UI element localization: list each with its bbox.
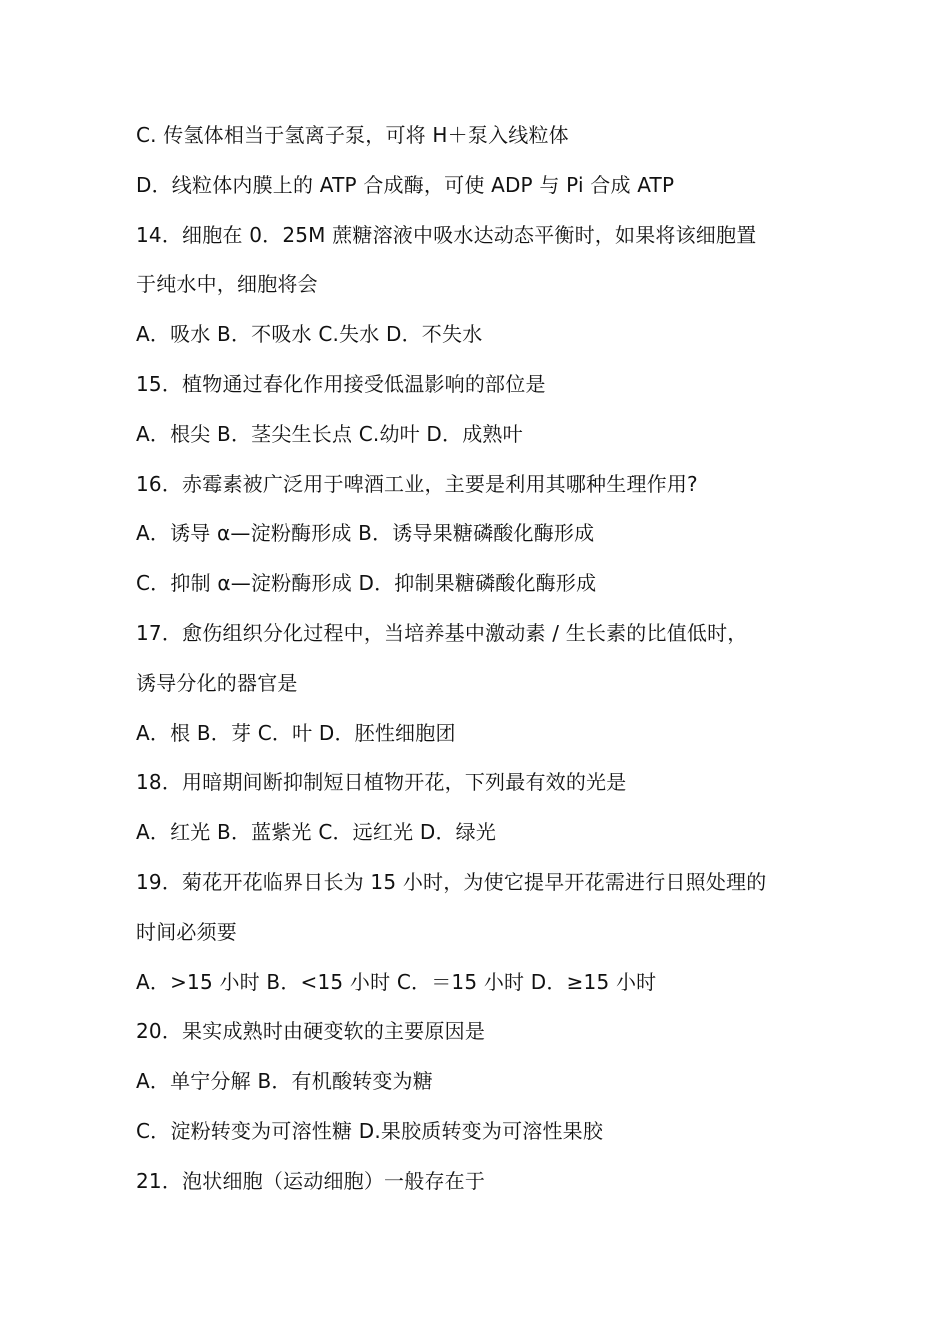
question-19-options: A．>15 小时 B．<15 小时 C．＝15 小时 D．≥15 小时 xyxy=(136,969,657,994)
question-15-options: A．根尖 B．茎尖生长点 C.幼叶 D．成熟叶 xyxy=(136,421,523,446)
question-16-stem: 16．赤霉素被广泛用于啤酒工业，主要是利用其哪种生理作用? xyxy=(136,471,698,496)
question-text-block xyxy=(136,111,836,1207)
question-16-options: A．诱导 α—淀粉酶形成 B．诱导果糖磷酸化酶形成 xyxy=(136,521,595,546)
question-17-stem: 17．愈伤组织分化过程中，当培养基中激动素 / 生长素的比值低时， xyxy=(136,620,748,645)
text-line: D．线粒体内膜上的 ATP 合成酶，可使 ADP 与 Pi 合成 ATP xyxy=(136,172,675,197)
question-20-options: A．单宁分解 B．有机酸转变为糖 xyxy=(136,1069,433,1094)
question-18-options: A．红光 B．蓝紫光 C．远红光 D．绿光 xyxy=(136,820,497,845)
question-18-stem: 18．用暗期间断抑制短日植物开花，下列最有效的光是 xyxy=(136,770,627,795)
question-19-stem: 19．菊花开花临界日长为 15 小时，为使它提早开花需进行日照处理的 xyxy=(136,869,767,894)
text-line: 于纯水中，细胞将会 xyxy=(136,272,318,297)
text-line: 诱导分化的器官是 xyxy=(136,670,298,695)
question-17-options: A．根 B．芽 C．叶 D．胚性细胞团 xyxy=(136,720,456,745)
question-16-options: C．抑制 α—淀粉酶形成 D．抑制果糖磷酸化酶形成 xyxy=(136,571,597,596)
question-14-stem: 14．细胞在 0．25M 蔗糖溶液中吸水达动态平衡时，如果将该细胞置 xyxy=(136,222,757,247)
question-20-stem: 20．果实成熟时由硬变软的主要原因是 xyxy=(136,1019,486,1044)
question-20-options: C．淀粉转变为可溶性糖 D.果胶质转变为可溶性果胶 xyxy=(136,1118,604,1143)
question-15-stem: 15．植物通过春化作用接受低温影响的部位是 xyxy=(136,371,546,396)
text-line: C. 传氢体相当于氢离子泵，可将 H＋泵入线粒体 xyxy=(136,123,569,147)
text-line: 时间必须要 xyxy=(136,919,237,944)
question-14-options: A．吸水 B．不吸水 C.失水 D．不失水 xyxy=(136,322,483,347)
question-21-stem: 21．泡状细胞（运动细胞）一般存在于 xyxy=(136,1168,486,1193)
